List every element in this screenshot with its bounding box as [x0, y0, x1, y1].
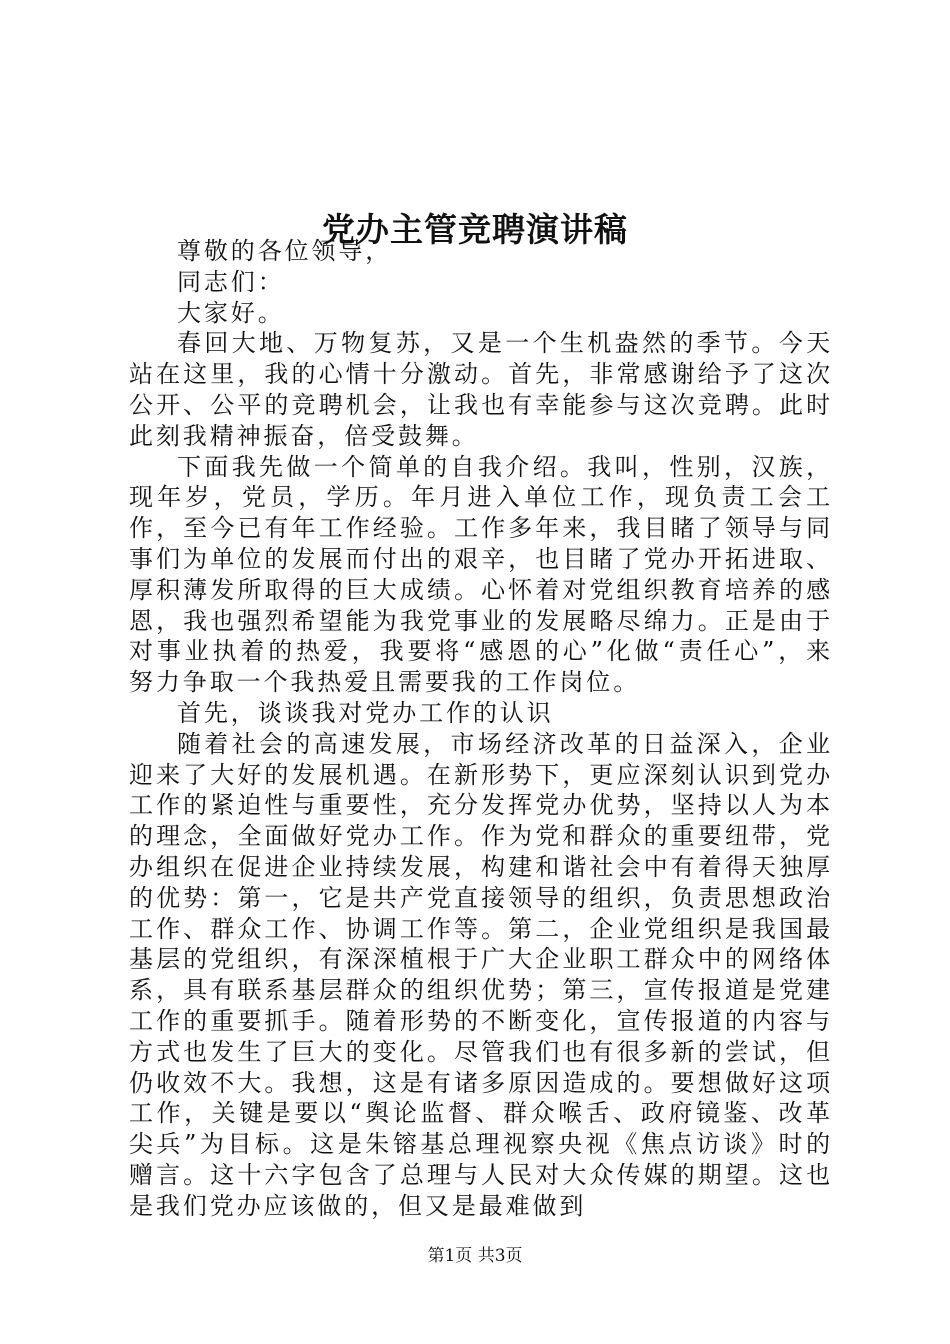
document-title: 党办主管竞聘演讲稿	[322, 210, 628, 250]
salutation-comrades: 同志们：	[177, 267, 285, 296]
greeting: 大家好。	[177, 298, 285, 327]
paragraph-understanding: 随着社会的高速发展，市场经济改革的日益深入，企业迎来了大好的发展机遇。在新形势下，更应深刻认识到党办工作的紧迫性与重要性，充分发挥党办优势，坚持以人为本的理念，全面做好党办工作。作为党和群众的重要纽带，党办组织在促进企业持续发展，构建和谐社会中有着得天独厚的优势：第一，它是共产党直接领导的组织，负责思想政治工作、群众工作、协调工作等。第二，企业党组织是我国最基层的党组织，有深深植根于广大企业职工群众中的网络体系，具有联系基层群众的组织优势；第三，宣传报道是党建工作的重要抓手。随着形势的不断变化，宣传报道的内容与方式也发生了巨大的变化。尽管我们也有很多新的尝试，但仍收效不大。我想，这是有诸多原因造成的。要想做好这项工作，关键是要以“舆论监督、群众喉舌、政府镜鉴、改革尖兵”为目标。这是朱镕基总理视察央视《焦点访谈》时的赠言。这十六字包含了总理与人民对大众传媒的期望。这也是我们党办应该做的，但又是最难做到	[129, 729, 833, 1220]
document-body	[129, 236, 833, 1222]
page-footer: 第1页 共3页	[427, 1246, 523, 1266]
salutation-leaders: 尊敬的各位领导，	[177, 237, 393, 265]
paragraph-opening: 春回大地、万物复苏，又是一个生机盎然的季节。今天站在这里，我的心情十分激动。首先，非常感谢给予了这次公开、公平的竞聘机会，让我也有幸能参与这次竞聘。此时此刻我精神振奋，倍受鼓舞。	[129, 329, 833, 450]
paragraph-self-intro: 下面我先做一个简单的自我介绍。我叫，性别，汉族，现年岁，党员，学历。年月进入单位工作，现负责工会工作，至今已有年工作经验。工作多年来，我目睹了领导与同事们为单位的发展而付出的艰辛，也目睹了党办开拓进取、厚积薄发所取得的巨大成绩。心怀着对党组织教育培养的感恩，我也强烈希望能为我党事业的发展略尽绵力。正是由于对事业执着的热爱，我要将“感恩的心”化做“责任心”，来努力争取一个我热爱且需要我的工作岗位。	[129, 452, 833, 697]
section-heading-understanding: 首先，谈谈我对党办工作的认识	[177, 698, 554, 727]
